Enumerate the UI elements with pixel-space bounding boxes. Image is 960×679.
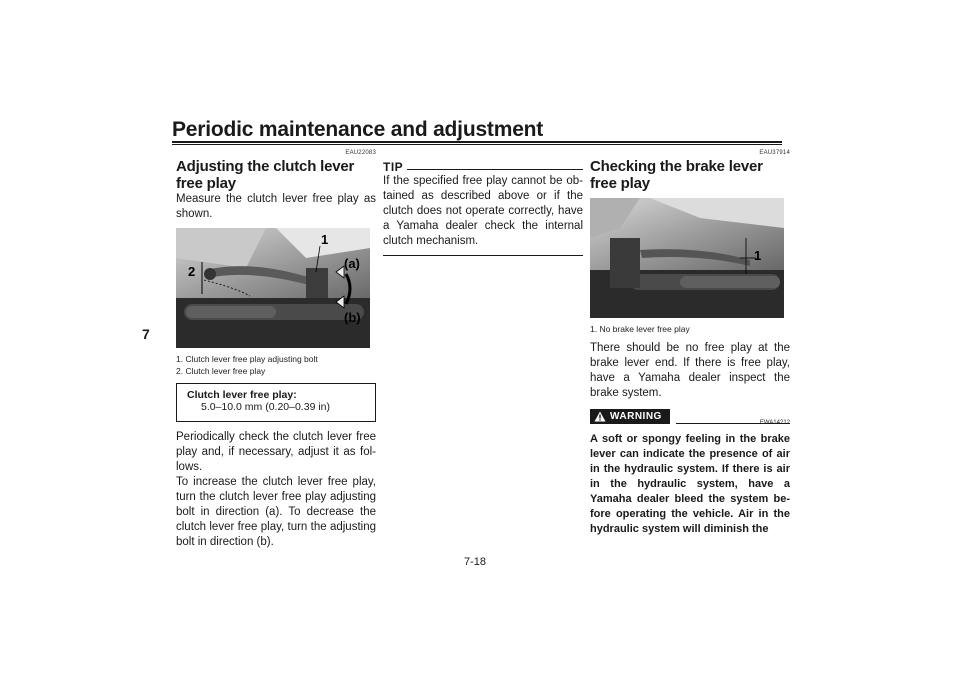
section-code: EAU22083 (345, 150, 376, 156)
warning-badge (590, 409, 670, 424)
body-paragraph-2: To increase the clutch lever free play, turn the clutch lever free play adjusting bolt in direction (a). To decrease the clutch lever free play, turn the adjusting bolt in direction (b). (176, 476, 376, 548)
header-rule (172, 141, 782, 145)
callout-1: 1 (321, 232, 329, 247)
tip-text: If the specified free play cannot be ob-tained as described above or if the clutch does not operate correctly, have a Yamaha dealer check the internal clutch mechanism. (383, 175, 583, 247)
callout-1: 1 (754, 248, 762, 263)
page-header-title: Periodic maintenance and adjustment (172, 118, 544, 141)
body-paragraph: There should be no free play at the brake lever end. If there is free play, have a Yamaha dealer inspect the brake system. (590, 342, 790, 399)
tip-rule (407, 169, 583, 170)
intro-text: Measure the clutch lever free play as shown. (176, 193, 376, 220)
callout-a: (a) (344, 256, 360, 271)
tip-label: TIP (383, 160, 404, 174)
page-number: 7-18 (464, 556, 487, 568)
chapter-tab (139, 142, 159, 472)
section-heading: Checking the brake lever free play (590, 158, 763, 192)
tip-header (383, 160, 583, 174)
clutch-lever-illustration (176, 228, 370, 348)
callout-b: (b) (344, 310, 361, 325)
tip-end-rule (383, 255, 583, 256)
figure-caption-1: 1. Clutch lever free play adjusting bolt (176, 354, 318, 364)
spec-box (176, 383, 376, 422)
warning-label: WARNING (610, 411, 662, 422)
brake-lever-illustration (590, 198, 784, 318)
section-code: EAU37914 (759, 150, 790, 156)
spec-value: 5.0–10.0 mm (0.20–0.39 in) (201, 401, 330, 413)
body-paragraph-1: Periodically check the clutch lever free play and, if necessary, adjust it as fol-lows. (176, 431, 376, 473)
figure-caption: 1. No brake lever free play (590, 324, 690, 334)
brake-section (590, 150, 790, 537)
chapter-number: 7 (142, 326, 150, 342)
clutch-lever-photo (176, 228, 370, 348)
spec-title: Clutch lever free play: (187, 389, 297, 401)
section-heading: Adjusting the clutch lever free play (176, 158, 355, 192)
warning-code: EWA14212 (759, 420, 790, 426)
tip-section (383, 156, 583, 256)
clutch-section (176, 150, 376, 550)
figure-caption-2: 2. Clutch lever free play (176, 366, 266, 376)
callout-2: 2 (188, 264, 196, 279)
brake-lever-photo (590, 198, 784, 318)
warning-triangle-icon (594, 411, 606, 422)
warning-text: A soft or spongy feeling in the brake lever can indicate the presence of air in the hydraulic system. If there is air in the hydraulic system, have a Yamaha dealer bleed the system be-fore operating the vehicle. Air in the hydraulic system will diminish the (590, 433, 790, 535)
